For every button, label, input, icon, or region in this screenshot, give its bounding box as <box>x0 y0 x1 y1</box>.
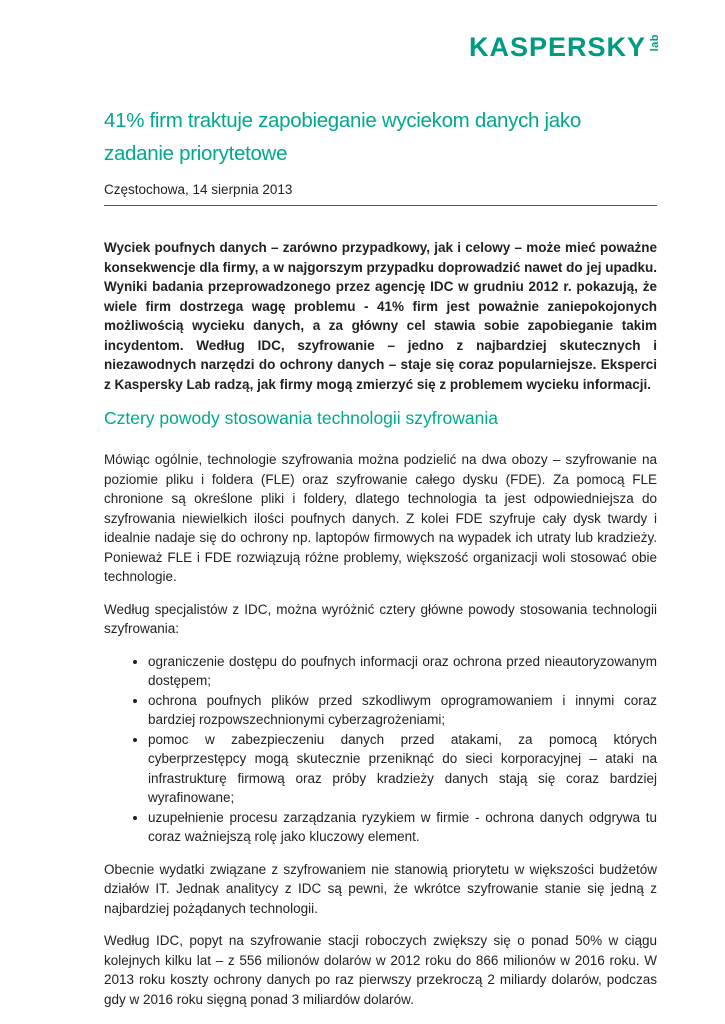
list-item: • ograniczenie dostępu do poufnych informacji oraz ochrona przed nieautoryzowanym dostępem; <box>148 652 657 691</box>
document-title: 41% firm traktuje zapobieganie wyciekom danych jako zadanie priorytetowe <box>104 109 581 165</box>
logo-wordmark: KASPERSKY <box>468 32 646 62</box>
reasons-list <box>104 652 657 847</box>
logo-lab-suffix: lab <box>649 34 661 52</box>
body-paragraph: Według IDC, popyt na szyfrowanie stacji roboczych zwiększy się o ponad 50% w ciągu kolejnych kilku lat – z 556 milionów dolarów w 2012 roku do 866 milionów w 2016 roku. W 2013 roku koszty ochrony danych po raz pierwszy przekroczą 2 miliardy dolarów, podczas gdy w 2016 roku sięgną ponad 3 miliardów dolarów. <box>104 933 657 1007</box>
document-body <box>104 238 657 1022</box>
kaspersky-lab-logo <box>469 30 661 64</box>
dateline: Częstochowa, 14 sierpnia 2013 <box>104 182 657 206</box>
body-paragraph: Według specjalistów z IDC, można wyróżnić cztery główne powody stosowania technologii szyfrowania: <box>104 601 657 636</box>
section-heading: Cztery powody stosowania technologii szyfrowania <box>104 408 498 428</box>
list-item: • pomoc w zabezpieczeniu danych przed atakami, za pomocą których cyberprzestępcy mogą skutecznie przeniknąć do sieci korporacyjnej – ataki na infrastrukturę firmową oraz próby kradzieży danych stają się coraz bardziej wyrafinowane; <box>148 730 657 808</box>
body-paragraph: Obecnie wydatki związane z szyfrowaniem nie stanowią priorytetu w większości budżetów działów IT. Jednak analitycy z IDC są pewni, że wkrótce szyfrowanie stanie się jedną z najbardziej pożądanych technologii. <box>104 861 657 916</box>
body-paragraph: Mówiąc ogólnie, technologie szyfrowania można podzielić na dwa obozy – szyfrowanie na poziomie pliku i foldera (FLE) oraz szyfrowanie całego dysku (FDE). Za pomocą FLE chronione są określone pliki i foldery, dlatego technologia ta jest odpowiedniejsza do szyfrowania niewielkich ilości poufnych danych. Z kolei FDE szyfruje cały dysk twardy i idealnie nadaje się do ochrony np. laptopów firmowych na wypadek ich utraty lub kradzieży. Ponieważ FLE i FDE rozwiązują różne problemy, większość organizacji woli stosować obie technologie. <box>104 452 657 584</box>
list-item: • uzupełnienie procesu zarządzania ryzykiem w firmie - ochrona danych odgrywa tu coraz ważniejszą rolę jako kluczowy element. <box>148 808 657 847</box>
list-item: • ochrona poufnych plików przed szkodliwym oprogramowaniem i innymi coraz bardziej rozpowszechnionymi cyberzagrożeniami; <box>148 691 657 730</box>
lead-paragraph: Wyciek poufnych danych – zarówno przypadkowy, jak i celowy – może mieć poważne konsekwencje dla firmy, a w najgorszym przypadku doprowadzić nawet do jej upadku. Wyniki badania przeprowadzonego przez agencję IDC w grudniu 2012 r. pokazują, że wiele firm dostrzega wagę problemu - 41% firm jest poważnie zaniepokojonych możliwością wycieku danych, a za główny cel stawia sobie zapobieganie takim incydentom. Według IDC, szyfrowanie – jedno z najbardziej skutecznych i niezawodnych narzędzi do ochrony danych – staje się coraz popularniejsze. Eksperci z Kaspersky Lab radzą, jak firmy mogą zmierzyć się z problemem wycieku informacji. <box>104 240 657 392</box>
